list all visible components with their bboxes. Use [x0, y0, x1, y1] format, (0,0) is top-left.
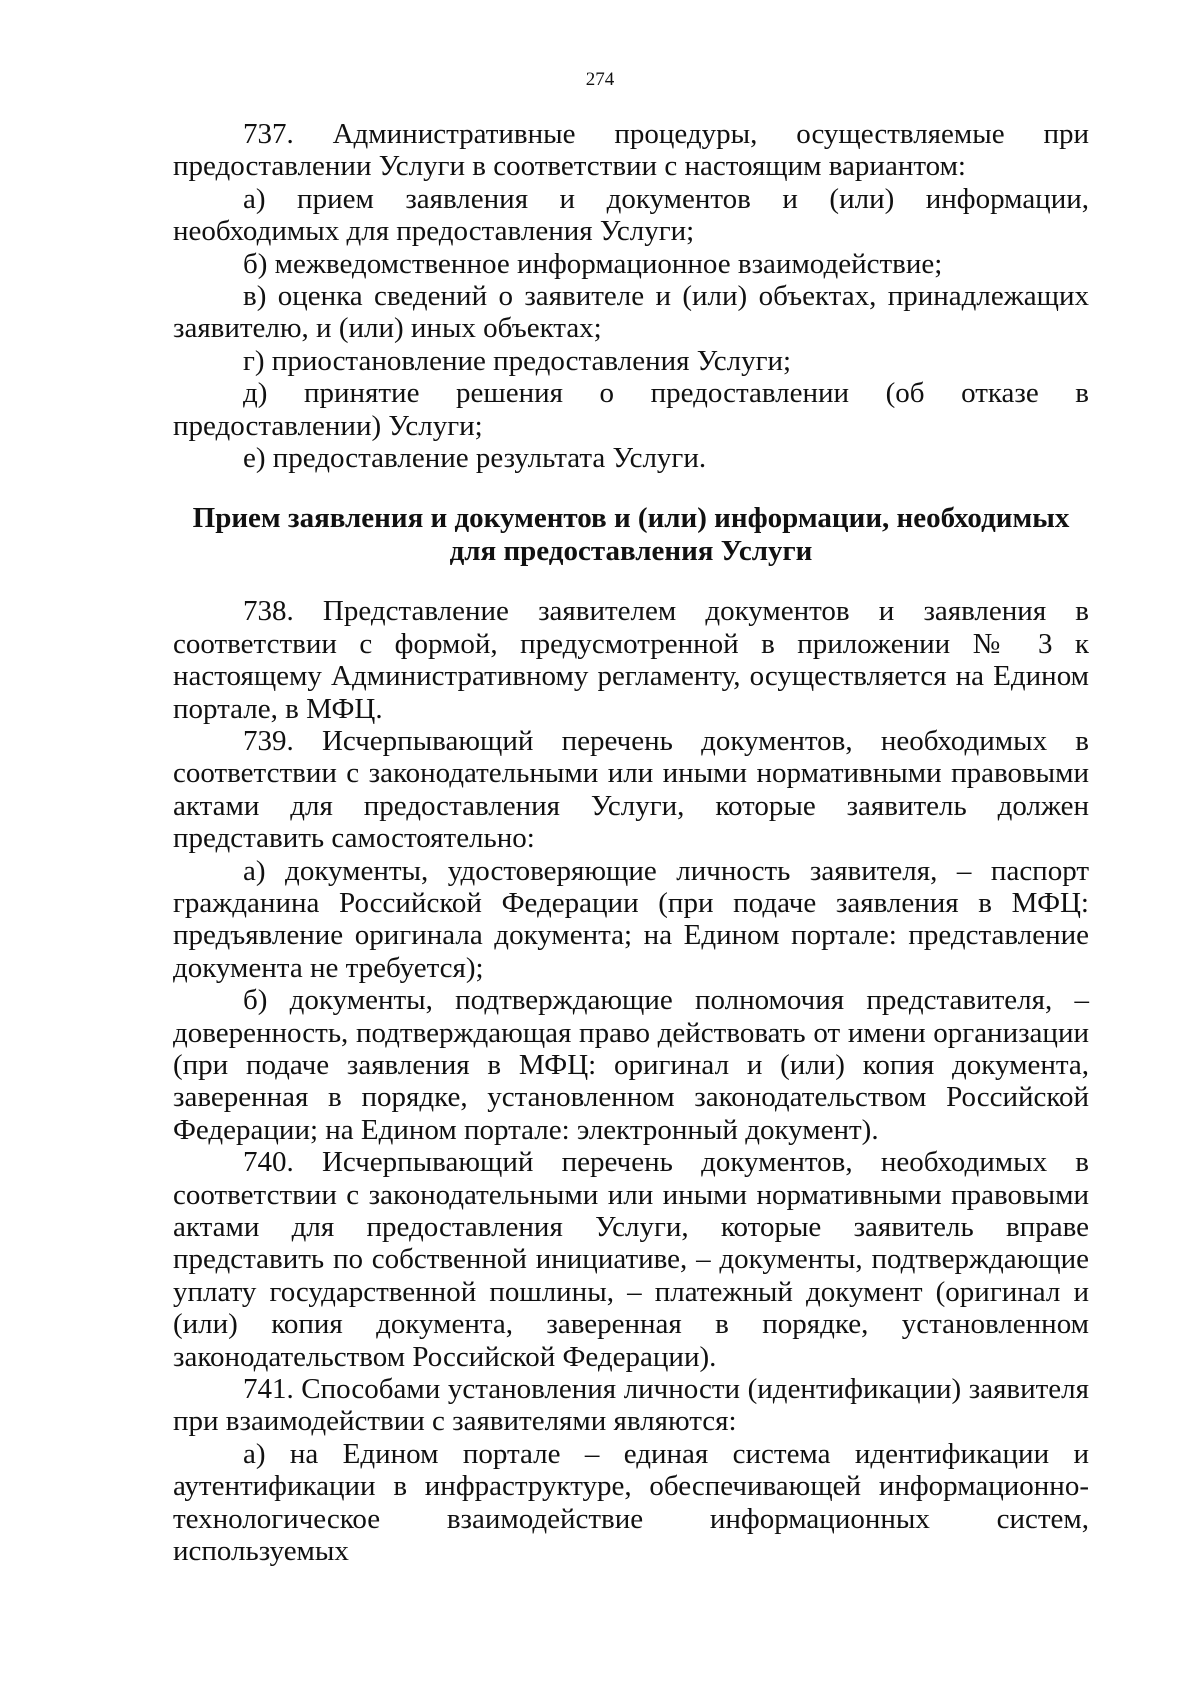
document-body [173, 118, 1089, 1567]
page-number: 274 [585, 69, 615, 90]
paragraph-737: 737. Административные процедуры, осуществляемые при предоставлении Услуги в соответствии с настоящим вариантом: [173, 118, 1089, 183]
paragraph-739: 739. Исчерпывающий перечень документов, необходимых в соответствии с законодательными или иными нормативными правовыми актами для предоставления Услуги, которые заявитель должен представить самостоятельно: [173, 724, 1089, 855]
list-item-d: д) принятие решения о предоставлении (об отказе в предоставлении) Услуги; [173, 377, 1089, 442]
list-item-v: в) оценка сведений о заявителе и (или) объектах, принадлежащих заявителю, и (или) иных объектах; [173, 280, 1089, 345]
paragraph-740: 740. Исчерпывающий перечень документов, необходимых в соответствии с законодательными или иными нормативными правовыми актами для предоставления Услуги, которые заявитель вправе представить по собственной инициативе, – документы, подтверждающие уплату государственной пошлины, – платежный документ (оригинал и (или) копия документа, заверенная в порядке, установленном законодательством Российской Федерации). [173, 1146, 1089, 1373]
list-item-g: г) приостановление предоставления Услуги; [243, 344, 792, 377]
paragraph-738: 738. Представление заявителем документов и заявления в соответствии с формой, предусмотренной в приложении № 3 к настоящему Административному регламенту, осуществляется на Едином портале, в МФЦ. [173, 595, 1089, 725]
paragraph-741-a: а) на Едином портале – единая система идентификации и аутентификации в инфраструктуре, обеспечивающей информационно-технологическое взаимодействие информационных систем, используемых [173, 1437, 1089, 1568]
paragraph-739-a: а) документы, удостоверяющие личность заявителя, – паспорт гражданина Российской Федерации (при подаче заявления в МФЦ: предъявление оригинала документа; на Едином портале: представление документа не требуется); [173, 854, 1089, 984]
section-heading: Прием заявления и документов и (или) информации, необходимых для предоставления Услуги [192, 502, 1070, 567]
list-item-b: б) межведомственное информационное взаимодействие; [243, 247, 943, 280]
paragraph-739-b: б) документы, подтверждающие полномочия представителя, – доверенность, подтверждающая право действовать от имени организации (при подаче заявления в МФЦ: оригинал и (или) копия документа, заверенная в порядке, установленном законодательством Российской Федерации; на Едином портале: электронный документ). [173, 984, 1089, 1146]
paragraph-741: 741. Способами установления личности (идентификации) заявителя при взаимодействии с заявителями являются: [173, 1373, 1089, 1438]
list-item-a: а) прием заявления и документов и (или) информации, необходимых для предоставления Услуги; [173, 182, 1089, 248]
list-item-e: е) предоставление результата Услуги. [243, 442, 707, 475]
